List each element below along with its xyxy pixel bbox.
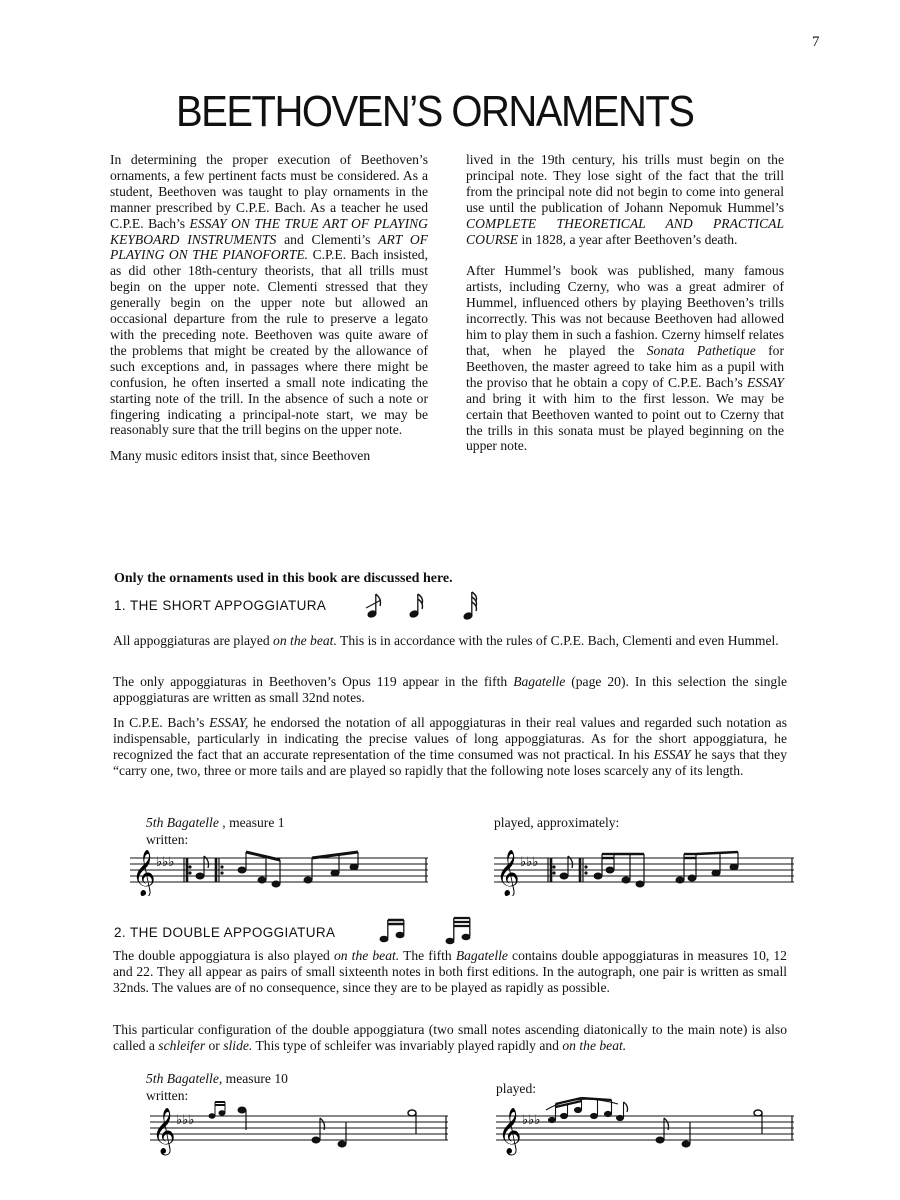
treble-clef-icon: 𝄞 <box>132 850 156 896</box>
page-title: BEETHOVEN’S ORNAMENTS <box>176 88 694 136</box>
right-column <box>466 152 784 454</box>
treble-clef-icon: 𝄞 <box>152 1108 176 1154</box>
treble-clef-icon: 𝄞 <box>498 1108 522 1154</box>
double-grace-16th-icon <box>380 920 404 942</box>
section-2-paragraph-2: This particular configuration of the double appoggiatura (two small notes ascending diatonically to the main note) is also called a schleifer or slide. This type of schleifer was invariably played rapidly and on the beat. <box>113 1022 787 1053</box>
grace-note-16th-icon <box>409 594 422 618</box>
example-2-source: 5th Bagatelle, measure 10 <box>146 1071 288 1086</box>
grace-note-icons <box>360 590 490 622</box>
section-1-paragraph-1: All appoggiaturas are played on the beat. This is in accordance with the rules of C.P.E. Bach, Clementi and even Hummel. <box>113 633 779 648</box>
section-2-paragraph-1: The double appoggiatura is also played on the beat. The fifth Bagatelle contains double appoggiaturas in measures 10, 12 and 22. They all appear as pairs of small sixteenth notes in both first editions. In the autograph, one pair is written as small 32nds. The values are of no consequence, since they are to be played as rapidly as possible. <box>113 948 787 995</box>
example-2-written-staff <box>150 1100 450 1156</box>
example-1-written-label: written: <box>146 832 189 847</box>
flat-icon: ♭♭♭ <box>520 855 539 870</box>
intro-line: Only the ornaments used in this book are discussed here. <box>114 571 453 586</box>
flat-icon: ♭♭♭ <box>176 1113 195 1128</box>
flat-icon: ♭♭♭ <box>156 855 175 870</box>
right-paragraph-2: After Hummel’s book was published, many famous artists, including Czerny, who was a great admirer of Hummel, influenced others by playing Beethoven’s trills incorrectly. This was not because Beethoven had allowed him to play them in such a fashion. Czerny himself relates that, when he played the Sonata Pathetique for Beethoven, the master agreed to take him as a pupil with the proviso that he obtain a copy of C.P.E. Bach’s ESSAY and bring it with him to the first lesson. We may be certain that Beethoven wanted to point out to Czerny that the trills in this sonata must be played beginning on the upper note. <box>466 263 784 454</box>
example-1-played-label: played, approximately: <box>494 815 620 830</box>
example-2-played-label: played: <box>496 1081 537 1096</box>
example-2-played-staff <box>496 1096 796 1156</box>
flat-icon: ♭♭♭ <box>522 1113 541 1128</box>
example-1-written-staff <box>130 846 430 896</box>
section-2-heading: 2. THE DOUBLE APPOGGIATURA <box>114 925 336 940</box>
treble-clef-icon: 𝄞 <box>496 850 520 896</box>
section-1-heading: 1. THE SHORT APPOGGIATURA <box>114 598 327 613</box>
grace-note-8th-icon <box>366 594 381 618</box>
page-number: 7 <box>812 34 820 50</box>
section-1-paragraph-2: The only appoggiaturas in Beethoven’s Opus 119 appear in the fifth Bagatelle (page 20). In this selection the single appoggiaturas are written as small 32nd notes. <box>113 674 787 705</box>
right-paragraph-1: lived in the 19th century, his trills must begin on the principal note. They lose sight of the fact that the trill from the principal note did not begin to come into general use until the publication of Johann Nepomuk Hummel’s COMPLETE THEORETICAL AND PRACTICAL COURSE in 1828, a year after Beethoven’s death. <box>466 152 784 247</box>
example-1-source: 5th Bagatelle , measure 1 <box>146 815 285 830</box>
example-1-played-staff <box>494 846 796 896</box>
grace-note-32nd-icon <box>463 592 476 620</box>
example-2-written-label: written: <box>146 1088 189 1103</box>
double-grace-note-icons <box>378 916 488 946</box>
left-paragraph-2: Many music editors insist that, since Beethoven <box>110 448 371 464</box>
section-1-paragraph-3: In C.P.E. Bach’s ESSAY, he endorsed the notation of all appoggiaturas in their real values and regarded such notation as indispensable, particularly in indicating the precise values of long appoggiaturas. As for the short appoggiatura, he recognized the fact that an accurate representation of the time consumed was not practical. In his ESSAY he says that they “carry one, two, three or more tails and are played so rapidly that the following note loses scarcely any of its length. <box>113 715 787 778</box>
double-grace-32nd-icon <box>446 918 470 944</box>
left-column <box>110 152 428 464</box>
left-paragraph-1: In determining the proper execution of Beethoven’s ornaments, a few pertinent facts must be considered. As a student, Beethoven was taught to play ornaments in the manner prescribed by C.P.E. Bach. As a teacher he used C.P.E. Bach’s ESSAY ON THE TRUE ART OF PLAYING KEYBOARD INSTRUMENTS and Clementi’s ART OF PLAYING ON THE PIANOFORTE. C.P.E. Bach insisted, as did other 18th-century theorists, that all trills must begin on the upper note. Clementi stressed that they generally begin on the upper note but allowed an occasional departure from the rule to preserve a legato with the preceding note. Beethoven was quite aware of the problems that might be created by the allowance of such exceptions and, in passages where there might be confusion, he often inserted a small note indicating the starting note of the trill. In the absence of such a note or fingering indicating a principal-note start, we may be reasonably sure that the trill begins on the upper note. <box>110 152 429 438</box>
